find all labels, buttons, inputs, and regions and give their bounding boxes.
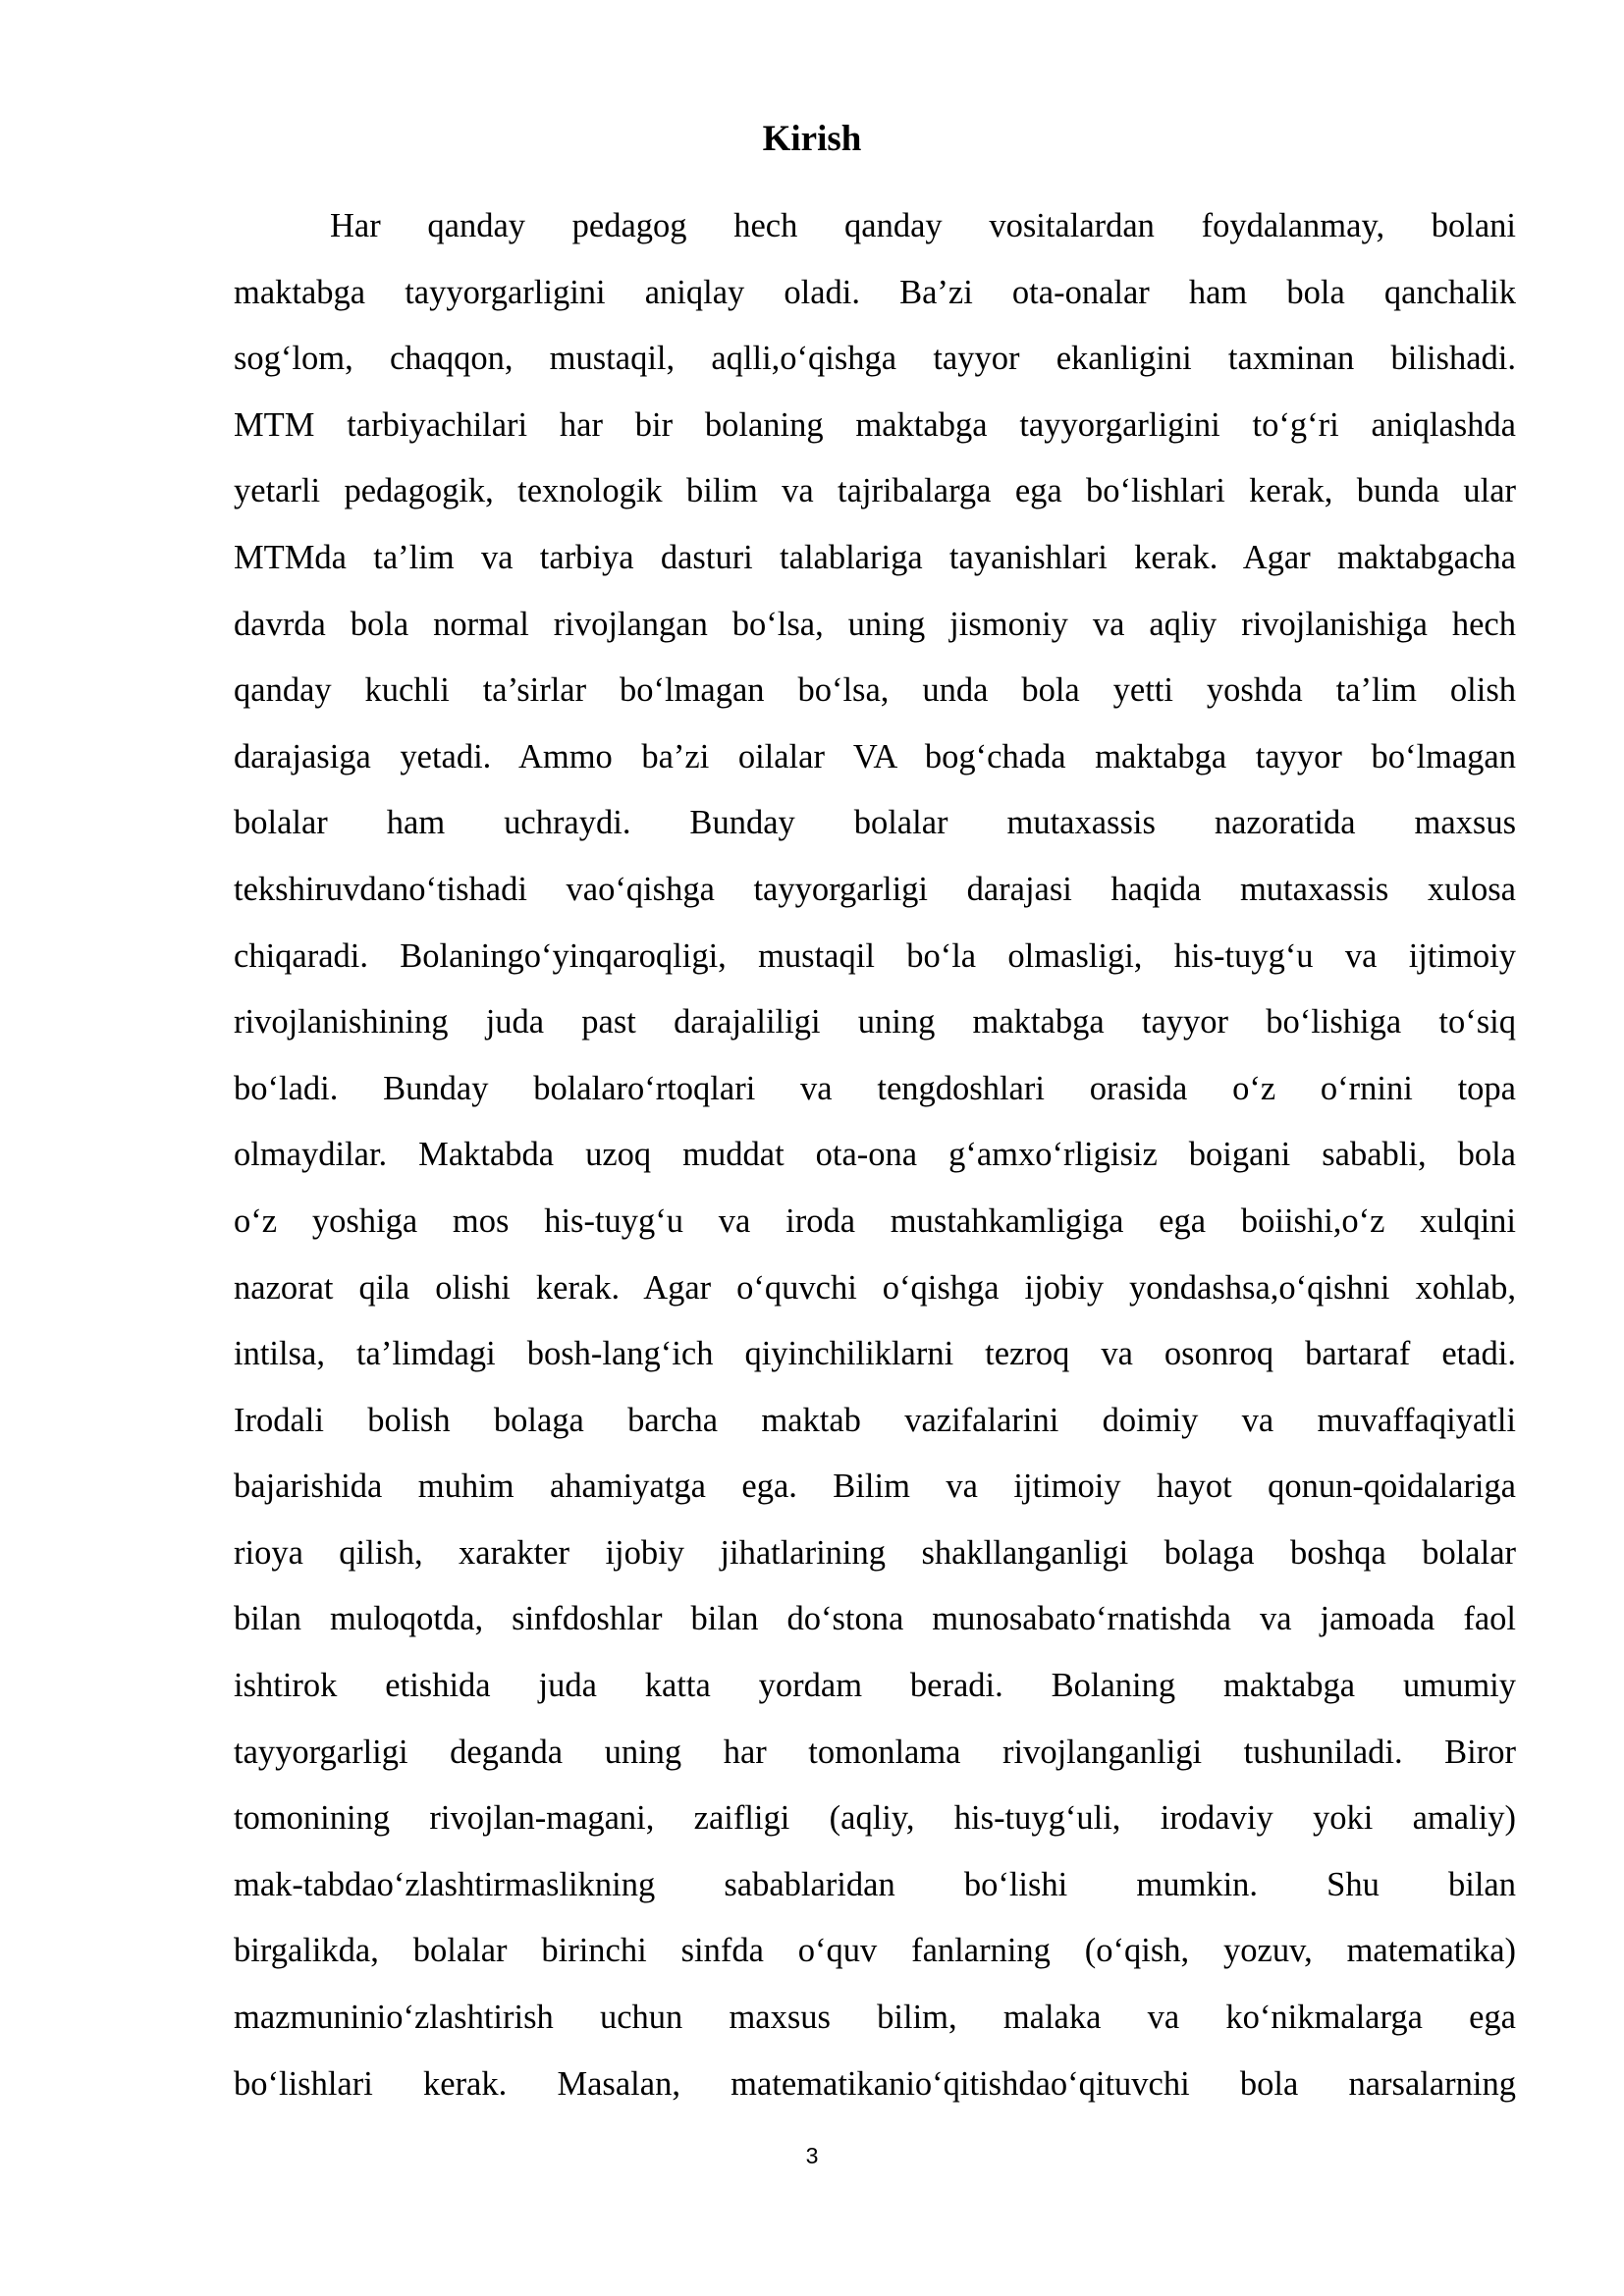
text-line: ishtirok etishida juda katta yordam beradi. Bolaning maktabga umumiy (234, 1667, 1516, 1705)
text-line: maktabga tayyorgarligini aniqlay oladi. Ba’zi ota-onalar ham bola qanchalik (234, 273, 1516, 311)
text-line: bilan muloqotda, sinfdoshlar bilan do‘stona munosabato‘rnatishda va jamoada faol (234, 1600, 1516, 1638)
text-line: darajasiga yetadi. Ammo ba’zi oilalar VA bog‘chada maktabga tayyor bo‘lmagan (234, 737, 1516, 775)
text-line: rivojlanishining juda past darajaliligi uning maktabga tayyor bo‘lishiga to‘siq (234, 1003, 1516, 1041)
text-line: Irodali bolish bolaga barcha maktab vazifalarini doimiy va muvaffaqiyatli (234, 1401, 1516, 1439)
text-line: bo‘ladi. Bunday bolalaro‘rtoqlari va tengdoshlari orasida o‘z o‘rnini topa (234, 1069, 1516, 1107)
text-line: davrda bola normal rivojlangan bo‘lsa, uning jismoniy va aqliy rivojlanishiga hech (234, 605, 1516, 643)
text-line: nazorat qila olishi kerak. Agar o‘quvchi o‘qishga ijobiy yondashsa,o‘qishni xohlab, (234, 1268, 1516, 1307)
body-paragraph (234, 193, 1516, 2117)
text-line: bo‘lishlari kerak. Masalan, matematikanio‘qitishdao‘qituvchi bola narsalarning (234, 2064, 1516, 2103)
text-line: tomonining rivojlan-magani, zaifligi (aqliy, his-tuyg‘uli, irodaviy yoki amaliy) (234, 1799, 1516, 1838)
text-line: MTM tarbiyachilari har bir bolaning maktabga tayyorgarligini to‘g‘ri aniqlashda (234, 405, 1516, 444)
text-line: olmaydilar. Maktabda uzoq muddat ota-ona g‘amxo‘rligisiz boigani sababli, bola (234, 1136, 1516, 1174)
text-line: qanday kuchli ta’sirlar bo‘lmagan bo‘lsa, unda bola yetti yoshda ta’lim olish (234, 671, 1516, 710)
text-line: mazmuninio‘zlashtirish uchun maxsus bilim, malaka va ko‘nikmalarga ega (234, 1999, 1516, 2037)
text-line: intilsa, ta’limdagi bosh-lang‘ich qiyinchiliklarni tezroq va osonroq bartaraf etadi. (234, 1335, 1516, 1373)
text-line: tayyorgarligi deganda uning har tomonlama rivojlanganligi tushuniladi. Biror (234, 1733, 1516, 1771)
text-line: bajarishida muhim ahamiyatga ega. Bilim va ijtimoiy hayot qonun-qoidalariga (234, 1468, 1516, 1506)
text-line: chiqaradi. Bolaningo‘yinqaroqligi, mustaqil bo‘la olmasligi, his-tuyg‘u va ijtimoiy (234, 936, 1516, 975)
text-line: sog‘lom, chaqqon, mustaqil, aqlli,o‘qishga tayyor ekanligini taxminan bilishadi. (234, 340, 1516, 378)
text-line: tekshiruvdano‘tishadi vao‘qishga tayyorgarligi darajasi haqida mutaxassis xulosa (234, 870, 1516, 908)
text-line: mak-tabdao‘zlashtirmaslikning sabablaridan bo‘lishi mumkin. Shu bilan (234, 1865, 1516, 1903)
text-line: o‘z yoshiga mos his-tuyg‘u va iroda mustahkamligiga ega boiishi,o‘z xulqini (234, 1201, 1516, 1240)
text-line: MTMda ta’lim va tarbiya dasturi talablariga tayanishlari kerak. Agar maktabgacha (234, 538, 1516, 576)
page-title: Kirish (762, 119, 862, 159)
page-number: 3 (805, 2143, 819, 2168)
text-line: bolalar ham uchraydi. Bunday bolalar mutaxassis nazoratida maxsus (234, 804, 1516, 842)
text-line: yetarli pedagogik, texnologik bilim va tajribalarga ega bo‘lishlari kerak, bunda ular (234, 472, 1516, 510)
text-line: birgalikda, bolalar birinchi sinfda o‘quv fanlarning (o‘qish, yozuv, matematika) (234, 1932, 1516, 1970)
text-line: Har qanday pedagog hech qanday vositalardan foydalanmay, bolani (330, 207, 1516, 244)
text-line: rioya qilish, xarakter ijobiy jihatlarining shakllanganligi bolaga boshqa bolalar (234, 1533, 1516, 1572)
